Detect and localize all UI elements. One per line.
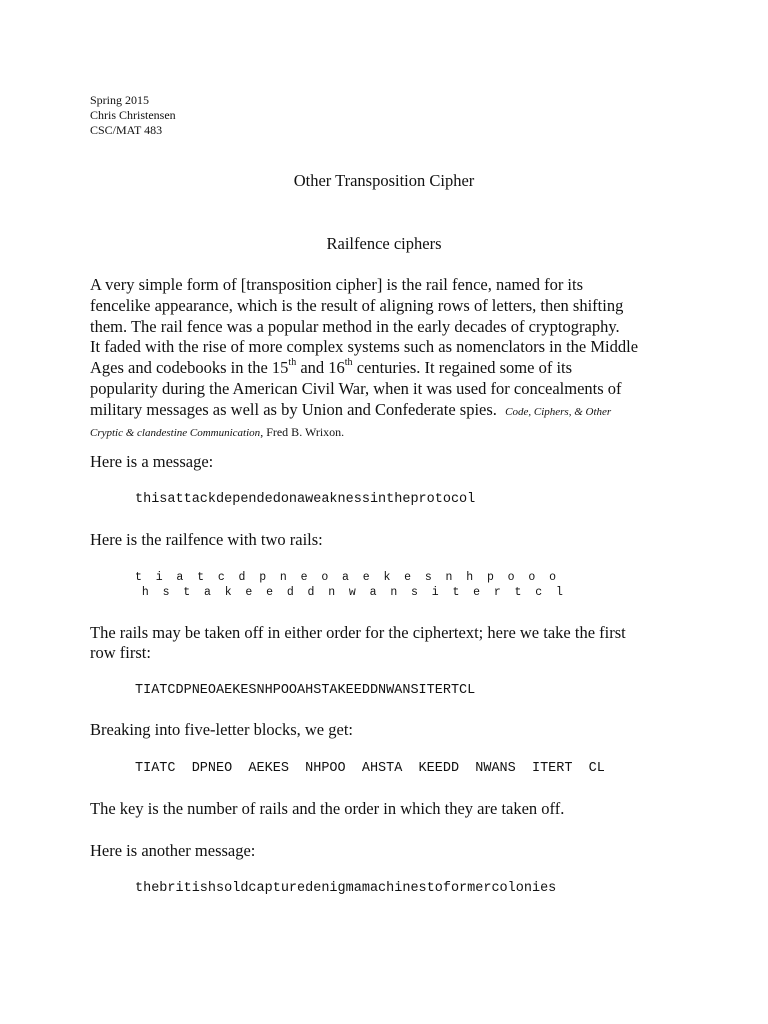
intro-line: It faded with the rise of more complex systems such as nomenclators in the Middle [90, 337, 639, 357]
intro-text: and 16 [296, 358, 345, 378]
message-label: Here is a message: [90, 452, 214, 471]
document-title: Other Transposition Cipher [293, 171, 475, 190]
ciphertext: TIATCDPNEOAEKESNHPOOAHSTAKEEDDNWANSITERTCL [135, 683, 476, 698]
intro-text: military messages as well as by Union and Confederate spies. [90, 399, 497, 419]
superscript: th [288, 356, 297, 368]
section-title: Railfence ciphers [326, 234, 442, 253]
intro-text: centuries. It regained some of its [352, 358, 573, 378]
term-line: Spring 2015 [90, 93, 150, 107]
superscript: th [344, 356, 353, 368]
intro-line: them. The rail fence was a popular method in the early decades of cryptography. [90, 316, 620, 336]
intro-text: Ages and codebooks in the 15 [90, 358, 289, 378]
course-line: CSC/MAT 483 [90, 123, 163, 137]
plaintext-message-2: thebritishsoldcapturedenigmamachinestoformercolonies [135, 881, 557, 896]
rail-row-2: h s t a k e e d d n w a n s i t e r t c l [135, 586, 563, 599]
intro-line: popularity during the American Civil War, when it was used for concealments of [90, 378, 622, 398]
five-letter-blocks: TIATC DPNEO AEKES NHPOO AHSTA KEEDD NWANS ITERT CL [135, 761, 605, 776]
blocks-label: Breaking into five-letter blocks, we get: [90, 720, 354, 739]
intro-line [90, 400, 690, 423]
citation-author: , Fred B. Wrixon. [260, 424, 345, 439]
intro-paragraph [90, 275, 690, 441]
citation-line [90, 423, 690, 441]
citation-italic: Cryptic & clandestine Communication [90, 426, 261, 439]
author-line: Chris Christensen [90, 108, 176, 122]
rail-row-1: t i a t c d p n e o a e k e s n h p o o o [135, 571, 556, 584]
order-paragraph-line: row first: [90, 643, 151, 662]
another-message-label: Here is another message: [90, 841, 256, 860]
order-paragraph-line: The rails may be taken off in either order for the ciphertext; here we take the first [90, 623, 626, 642]
intro-line: A very simple form of [transposition cipher] is the rail fence, named for its [90, 275, 584, 294]
intro-line [90, 358, 690, 379]
key-paragraph: The key is the number of rails and the order in which they are taken off. [90, 799, 565, 818]
plaintext-message: thisattackdependedonaweaknessintheprotocol [135, 492, 476, 507]
document-header [90, 93, 176, 138]
intro-line: fencelike appearance, which is the result of aligning rows of letters, then shifting [90, 295, 624, 315]
railfence-label: Here is the railfence with two rails: [90, 530, 323, 549]
citation-italic: Code, Ciphers, & Other [505, 405, 612, 418]
